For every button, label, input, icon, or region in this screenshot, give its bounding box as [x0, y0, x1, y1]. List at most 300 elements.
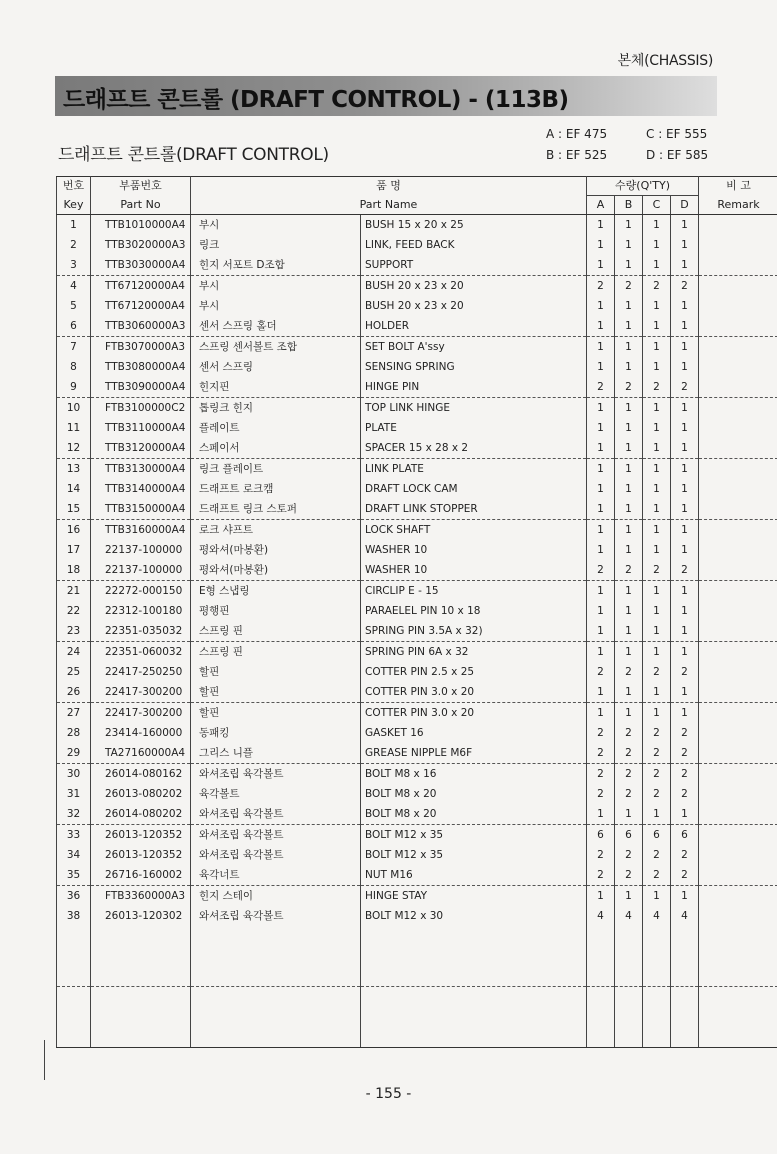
row-name-en: HINGE PIN — [361, 377, 587, 398]
row-qty-b: 1 — [615, 581, 643, 602]
row-key: 3 — [57, 255, 91, 276]
table-row — [57, 723, 777, 743]
row-key: 14 — [57, 479, 91, 499]
parts-table-body — [57, 215, 777, 1048]
row-key: 13 — [57, 459, 91, 480]
row-part-no: 26014-080162 — [91, 764, 191, 785]
row-qty-a: 1 — [587, 804, 615, 825]
row-qty-b: 2 — [615, 784, 643, 804]
row-qty-b: 1 — [615, 703, 643, 724]
row-remark — [699, 845, 777, 865]
row-part-no: TTB3090000A4 — [91, 377, 191, 398]
row-key: 27 — [57, 703, 91, 724]
table-row — [57, 337, 777, 358]
row-name-en: TOP LINK HINGE — [361, 398, 587, 419]
row-qty-d: 1 — [671, 215, 699, 236]
row-qty-d: 2 — [671, 662, 699, 682]
row-qty-d: 1 — [671, 886, 699, 907]
row-name-ko: 평행핀 — [191, 601, 361, 621]
blank-cell — [91, 987, 191, 1048]
row-qty-d: 1 — [671, 438, 699, 459]
row-qty-c: 2 — [643, 560, 671, 581]
row-part-no: FTB3100000C2 — [91, 398, 191, 419]
row-name-ko: 링크 플레이트 — [191, 459, 361, 480]
row-qty-c: 1 — [643, 255, 671, 276]
row-remark — [699, 499, 777, 520]
row-qty-a: 1 — [587, 886, 615, 907]
table-row — [57, 560, 777, 581]
row-qty-d: 1 — [671, 642, 699, 663]
row-qty-a: 2 — [587, 865, 615, 886]
sub-title: 드래프트 콘트롤(DRAFT CONTROL) — [58, 145, 329, 165]
row-name-ko: 힌지 스테이 — [191, 886, 361, 907]
row-qty-b: 2 — [615, 743, 643, 764]
header-partno-ko: 부품번호 — [91, 177, 191, 196]
row-remark — [699, 418, 777, 438]
header-qty-a: A — [587, 196, 615, 215]
row-name-ko: 와셔조립 육각볼트 — [191, 845, 361, 865]
row-remark — [699, 642, 777, 663]
row-qty-a: 2 — [587, 662, 615, 682]
row-qty-c: 1 — [643, 682, 671, 703]
blank-row — [57, 926, 777, 987]
row-qty-b: 1 — [615, 601, 643, 621]
row-remark — [699, 459, 777, 480]
row-name-ko: 스페이서 — [191, 438, 361, 459]
row-name-en: BOLT M8 x 16 — [361, 764, 587, 785]
row-qty-b: 1 — [615, 459, 643, 480]
header-qty-b: B — [615, 196, 643, 215]
table-row — [57, 804, 777, 825]
row-remark — [699, 357, 777, 377]
row-remark — [699, 703, 777, 724]
header-remark-ko: 비 고 — [699, 177, 777, 196]
row-qty-b: 1 — [615, 520, 643, 541]
row-qty-a: 1 — [587, 255, 615, 276]
row-remark — [699, 276, 777, 297]
table-row — [57, 581, 777, 602]
row-name-en: BOLT M12 x 35 — [361, 825, 587, 846]
row-remark — [699, 316, 777, 337]
row-part-no: FTB3070000A3 — [91, 337, 191, 358]
row-key: 25 — [57, 662, 91, 682]
row-qty-a: 1 — [587, 682, 615, 703]
row-remark — [699, 784, 777, 804]
row-key: 29 — [57, 743, 91, 764]
row-qty-b: 1 — [615, 438, 643, 459]
row-qty-c: 1 — [643, 296, 671, 316]
row-name-en: BUSH 20 x 23 x 20 — [361, 296, 587, 316]
row-name-en: SPRING PIN 3.5A x 32) — [361, 621, 587, 642]
row-qty-c: 1 — [643, 621, 671, 642]
table-row — [57, 276, 777, 297]
row-remark — [699, 906, 777, 926]
row-part-no: 23414-160000 — [91, 723, 191, 743]
row-qty-b: 1 — [615, 215, 643, 236]
row-remark — [699, 215, 777, 236]
row-qty-c: 1 — [643, 520, 671, 541]
row-qty-a: 1 — [587, 398, 615, 419]
row-name-ko: 할핀 — [191, 703, 361, 724]
table-row — [57, 743, 777, 764]
row-remark — [699, 865, 777, 886]
row-name-en: LOCK SHAFT — [361, 520, 587, 541]
row-qty-c: 1 — [643, 540, 671, 560]
row-qty-a: 1 — [587, 337, 615, 358]
section-header: 본체(CHASSIS) — [617, 53, 713, 69]
row-qty-b: 2 — [615, 377, 643, 398]
row-part-no: TTB3020000A3 — [91, 235, 191, 255]
row-qty-c: 1 — [643, 459, 671, 480]
row-remark — [699, 377, 777, 398]
row-name-ko: 할핀 — [191, 662, 361, 682]
row-qty-b: 1 — [615, 398, 643, 419]
table-row — [57, 540, 777, 560]
row-remark — [699, 255, 777, 276]
row-name-en: PARAELEL PIN 10 x 18 — [361, 601, 587, 621]
header-qty-c: C — [643, 196, 671, 215]
row-key: 12 — [57, 438, 91, 459]
row-qty-c: 2 — [643, 784, 671, 804]
row-remark — [699, 662, 777, 682]
table-row — [57, 601, 777, 621]
row-name-en: DRAFT LOCK CAM — [361, 479, 587, 499]
model-b-label: B : EF 525 — [546, 148, 608, 162]
row-name-ko: 드래프트 링크 스토퍼 — [191, 499, 361, 520]
table-row — [57, 764, 777, 785]
page-edge-line — [44, 1040, 45, 1080]
blank-cell — [191, 926, 361, 987]
row-qty-c: 1 — [643, 418, 671, 438]
row-part-no: 22312-100180 — [91, 601, 191, 621]
row-qty-c: 1 — [643, 357, 671, 377]
row-qty-d: 2 — [671, 784, 699, 804]
row-part-no: FTB3360000A3 — [91, 886, 191, 907]
row-key: 35 — [57, 865, 91, 886]
row-qty-c: 1 — [643, 703, 671, 724]
row-qty-d: 6 — [671, 825, 699, 846]
row-qty-c: 1 — [643, 601, 671, 621]
row-key: 32 — [57, 804, 91, 825]
row-remark — [699, 560, 777, 581]
row-name-ko: 평와셔(마봉환) — [191, 560, 361, 581]
blank-cell — [587, 987, 615, 1048]
row-key: 7 — [57, 337, 91, 358]
row-qty-c: 2 — [643, 377, 671, 398]
row-remark — [699, 601, 777, 621]
row-part-no: 22272-000150 — [91, 581, 191, 602]
row-part-no: 26013-080202 — [91, 784, 191, 804]
row-qty-a: 1 — [587, 215, 615, 236]
row-qty-c: 1 — [643, 499, 671, 520]
row-qty-d: 1 — [671, 255, 699, 276]
row-part-no: TA27160000A4 — [91, 743, 191, 764]
row-key: 10 — [57, 398, 91, 419]
header-qty: 수량(Q'TY) — [587, 177, 699, 196]
row-qty-b: 1 — [615, 235, 643, 255]
row-part-no: 26014-080202 — [91, 804, 191, 825]
blank-cell — [671, 987, 699, 1048]
row-qty-c: 2 — [643, 764, 671, 785]
row-part-no: TTB3060000A3 — [91, 316, 191, 337]
row-qty-c: 2 — [643, 743, 671, 764]
row-remark — [699, 723, 777, 743]
parts-table — [56, 176, 777, 1048]
row-qty-d: 1 — [671, 296, 699, 316]
row-qty-a: 1 — [587, 621, 615, 642]
row-qty-d: 1 — [671, 804, 699, 825]
row-qty-a: 1 — [587, 418, 615, 438]
row-remark — [699, 886, 777, 907]
table-row — [57, 886, 777, 907]
model-c-label: C : EF 555 — [646, 127, 708, 141]
row-qty-d: 1 — [671, 540, 699, 560]
row-qty-c: 2 — [643, 662, 671, 682]
row-qty-a: 1 — [587, 438, 615, 459]
row-qty-a: 1 — [587, 703, 615, 724]
row-qty-c: 2 — [643, 276, 671, 297]
row-name-ko: 힌지 서포트 D조합 — [191, 255, 361, 276]
table-row — [57, 398, 777, 419]
blank-cell — [361, 926, 587, 987]
blank-cell — [57, 926, 91, 987]
row-part-no: TTB3150000A4 — [91, 499, 191, 520]
table-row — [57, 621, 777, 642]
row-key: 11 — [57, 418, 91, 438]
row-qty-a: 1 — [587, 642, 615, 663]
row-qty-c: 1 — [643, 316, 671, 337]
row-qty-d: 2 — [671, 276, 699, 297]
row-name-en: NUT M16 — [361, 865, 587, 886]
row-name-ko: 동패킹 — [191, 723, 361, 743]
row-key: 4 — [57, 276, 91, 297]
row-qty-a: 1 — [587, 316, 615, 337]
row-name-en: GASKET 16 — [361, 723, 587, 743]
row-part-no: 26013-120352 — [91, 845, 191, 865]
row-qty-b: 1 — [615, 499, 643, 520]
row-name-en: GREASE NIPPLE M6F — [361, 743, 587, 764]
blank-cell — [699, 926, 777, 987]
row-qty-a: 1 — [587, 296, 615, 316]
row-name-en: SET BOLT A'ssy — [361, 337, 587, 358]
row-name-ko: 육각볼트 — [191, 784, 361, 804]
row-qty-b: 2 — [615, 764, 643, 785]
row-name-ko: 스프링 핀 — [191, 621, 361, 642]
row-name-en: COTTER PIN 2.5 x 25 — [361, 662, 587, 682]
row-name-ko: 육각너트 — [191, 865, 361, 886]
row-qty-a: 1 — [587, 581, 615, 602]
row-name-en: BOLT M8 x 20 — [361, 784, 587, 804]
row-qty-a: 1 — [587, 540, 615, 560]
row-qty-b: 1 — [615, 621, 643, 642]
table-row — [57, 479, 777, 499]
row-name-ko: 그리스 니플 — [191, 743, 361, 764]
row-name-en: SUPPORT — [361, 255, 587, 276]
row-name-en: PLATE — [361, 418, 587, 438]
row-qty-c: 1 — [643, 215, 671, 236]
row-key: 17 — [57, 540, 91, 560]
row-key: 16 — [57, 520, 91, 541]
row-qty-d: 1 — [671, 499, 699, 520]
table-row — [57, 499, 777, 520]
row-qty-d: 1 — [671, 621, 699, 642]
row-qty-c: 2 — [643, 865, 671, 886]
row-qty-b: 2 — [615, 276, 643, 297]
row-qty-b: 2 — [615, 723, 643, 743]
row-qty-b: 1 — [615, 682, 643, 703]
row-key: 8 — [57, 357, 91, 377]
row-remark — [699, 520, 777, 541]
row-remark — [699, 296, 777, 316]
row-key: 23 — [57, 621, 91, 642]
blank-row — [57, 987, 777, 1048]
row-part-no: 22137-100000 — [91, 540, 191, 560]
row-part-no: TTB3160000A4 — [91, 520, 191, 541]
row-qty-b: 1 — [615, 357, 643, 377]
row-part-no: TTB3030000A4 — [91, 255, 191, 276]
row-name-ko: 와셔조립 육각볼트 — [191, 764, 361, 785]
row-name-ko: 부시 — [191, 215, 361, 236]
row-qty-a: 6 — [587, 825, 615, 846]
row-qty-d: 2 — [671, 560, 699, 581]
row-key: 18 — [57, 560, 91, 581]
row-name-ko: 부시 — [191, 276, 361, 297]
row-qty-d: 1 — [671, 337, 699, 358]
row-qty-c: 1 — [643, 886, 671, 907]
row-qty-a: 2 — [587, 845, 615, 865]
row-key: 2 — [57, 235, 91, 255]
blank-cell — [699, 987, 777, 1048]
page-title: 드래프트 콘트롤 (DRAFT CONTROL) - (113B) — [63, 87, 569, 113]
row-qty-d: 1 — [671, 703, 699, 724]
row-key: 38 — [57, 906, 91, 926]
row-qty-a: 1 — [587, 357, 615, 377]
row-part-no: TTB3110000A4 — [91, 418, 191, 438]
row-qty-a: 2 — [587, 764, 615, 785]
row-name-ko: 와셔조립 육각볼트 — [191, 804, 361, 825]
row-qty-d: 1 — [671, 235, 699, 255]
header-qty-d: D — [671, 196, 699, 215]
blank-cell — [615, 987, 643, 1048]
row-qty-b: 1 — [615, 479, 643, 499]
header-partno-en: Part No — [91, 196, 191, 215]
row-part-no: 22417-300200 — [91, 703, 191, 724]
row-qty-d: 1 — [671, 459, 699, 480]
blank-cell — [91, 926, 191, 987]
row-name-en: BOLT M8 x 20 — [361, 804, 587, 825]
row-qty-b: 2 — [615, 662, 643, 682]
row-key: 30 — [57, 764, 91, 785]
row-remark — [699, 398, 777, 419]
row-name-ko: 톱링크 힌지 — [191, 398, 361, 419]
row-remark — [699, 682, 777, 703]
row-name-en: SENSING SPRING — [361, 357, 587, 377]
row-qty-d: 1 — [671, 418, 699, 438]
row-part-no: 22351-035032 — [91, 621, 191, 642]
row-remark — [699, 337, 777, 358]
row-key: 9 — [57, 377, 91, 398]
row-qty-b: 1 — [615, 804, 643, 825]
row-qty-d: 2 — [671, 743, 699, 764]
row-name-en: CIRCLIP E - 15 — [361, 581, 587, 602]
row-part-no: 26716-160002 — [91, 865, 191, 886]
row-qty-d: 1 — [671, 520, 699, 541]
row-part-no: 26013-120352 — [91, 825, 191, 846]
row-qty-c: 1 — [643, 337, 671, 358]
table-row — [57, 377, 777, 398]
row-name-en: LINK PLATE — [361, 459, 587, 480]
row-qty-c: 4 — [643, 906, 671, 926]
row-key: 36 — [57, 886, 91, 907]
row-qty-c: 2 — [643, 723, 671, 743]
row-qty-c: 1 — [643, 438, 671, 459]
row-part-no: TT67120000A4 — [91, 296, 191, 316]
row-name-ko: 힌지핀 — [191, 377, 361, 398]
row-key: 31 — [57, 784, 91, 804]
row-qty-d: 2 — [671, 845, 699, 865]
table-row — [57, 296, 777, 316]
row-key: 33 — [57, 825, 91, 846]
row-name-en: WASHER 10 — [361, 560, 587, 581]
table-row — [57, 682, 777, 703]
row-qty-c: 2 — [643, 845, 671, 865]
table-row — [57, 703, 777, 724]
header-name-en: Part Name — [191, 196, 587, 215]
row-qty-b: 6 — [615, 825, 643, 846]
row-name-en: SPACER 15 x 28 x 2 — [361, 438, 587, 459]
row-qty-a: 2 — [587, 723, 615, 743]
row-name-ko: 할핀 — [191, 682, 361, 703]
row-qty-c: 1 — [643, 398, 671, 419]
row-name-en: BUSH 15 x 20 x 25 — [361, 215, 587, 236]
row-qty-d: 1 — [671, 398, 699, 419]
header-key-en: Key — [57, 196, 91, 215]
row-qty-c: 1 — [643, 479, 671, 499]
table-row — [57, 438, 777, 459]
table-row — [57, 784, 777, 804]
row-qty-d: 1 — [671, 682, 699, 703]
row-part-no: 22417-300200 — [91, 682, 191, 703]
row-name-ko: E형 스냅링 — [191, 581, 361, 602]
row-qty-a: 2 — [587, 276, 615, 297]
row-key: 24 — [57, 642, 91, 663]
row-name-en: LINK, FEED BACK — [361, 235, 587, 255]
row-qty-b: 4 — [615, 906, 643, 926]
row-qty-b: 1 — [615, 296, 643, 316]
table-row — [57, 357, 777, 377]
blank-cell — [643, 987, 671, 1048]
page-number: - 155 - — [365, 1086, 412, 1102]
table-row — [57, 906, 777, 926]
header-name-ko: 품 명 — [191, 177, 587, 196]
row-qty-a: 1 — [587, 459, 615, 480]
model-a-label: A : EF 475 — [546, 127, 608, 141]
row-part-no: TTB3140000A4 — [91, 479, 191, 499]
row-qty-b: 2 — [615, 560, 643, 581]
row-name-en: DRAFT LINK STOPPER — [361, 499, 587, 520]
table-row — [57, 215, 777, 236]
row-remark — [699, 235, 777, 255]
row-name-ko: 드래프트 로크캠 — [191, 479, 361, 499]
row-qty-c: 1 — [643, 235, 671, 255]
row-name-en: BUSH 20 x 23 x 20 — [361, 276, 587, 297]
row-qty-d: 1 — [671, 316, 699, 337]
row-qty-c: 1 — [643, 581, 671, 602]
header-remark-en: Remark — [699, 196, 777, 215]
table-row — [57, 520, 777, 541]
row-name-en: SPRING PIN 6A x 32 — [361, 642, 587, 663]
row-qty-b: 1 — [615, 337, 643, 358]
